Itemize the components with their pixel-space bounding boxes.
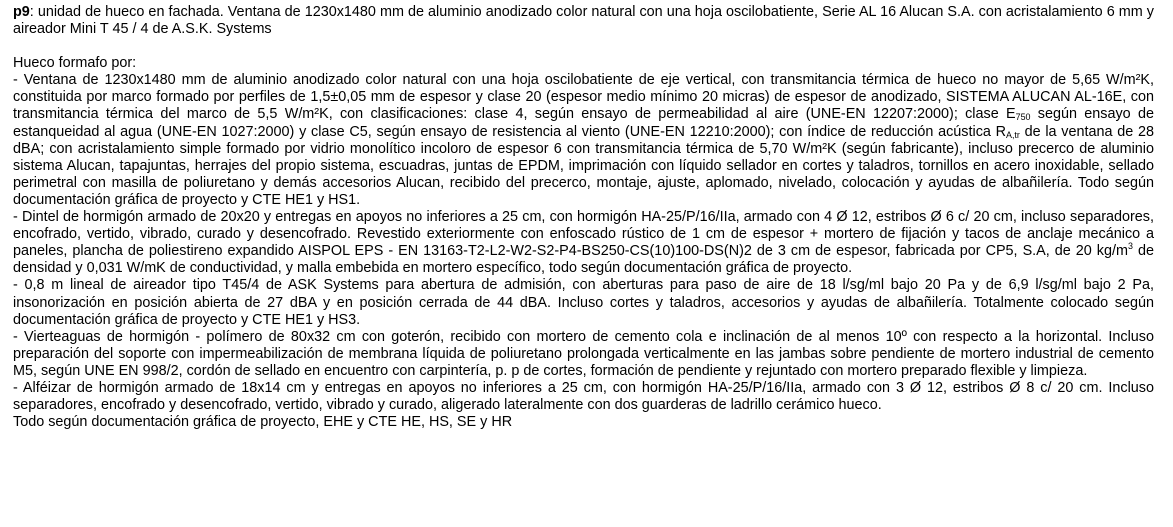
intro-paragraph: [13, 4, 1154, 38]
dintel-text-1: - Dintel de hormigón armado de 20x20 y entregas en apoyos no inferiores a 25 cm, con hormigón HA-25/P/16/IIa, armado con 4 Ø 12, estribos Ø 6 c/ 20 cm, incluso separadores, encofrado, vertido, vibrado, curado y desencofrado. Revestido exteriormente con enfoscado rústico de 1 cm de espesor + mortero de fijación y tacos de anclaje mecánico a paneles, plancha de poliestireno expandido AISPOL EPS - EN 13163-T2-L2-W2-S2-P4-BS250-CS(10)100-DS(N)2 de 3 cm de espesor, fabricada por CP5, S.A, de 20 kg/m: [13, 209, 1154, 260]
dintel-superscript: 3: [1128, 241, 1133, 252]
ventana-subscript-750: 750: [1015, 112, 1031, 123]
item-ventana: [13, 72, 1154, 209]
document-body: [13, 0, 1154, 431]
item-label: p9: [13, 4, 30, 20]
item-vierteaguas: - Vierteaguas de hormigón - polímero de 80x32 cm con goterón, recibido con mortero de cemento cola e inclinación de al menos 10º con respecto a la horizontal. Incluso preparación del soporte con impermeabilización de membrana líquida de poliuretano prolongada verticalmente en las jambas sobre pendiente de mortero industrial de cemento M5, según UNE EN 998/2, cordón de sellado en encuentro con carpintería, p. p de cortes, formación de pendiente y rejuntado con mortero preparado flexible y limpieza.: [13, 328, 1154, 379]
section-title: Hueco formafo por:: [13, 55, 137, 72]
ventana-text-1: - Ventana de 1230x1480 mm de aluminio anodizado color natural con una hoja oscilobatiente de eje vertical, con transmitancia térmica de hueco no mayor de 5,65 W/m²K, constituida por marco formado por perfiles de 1,5±0,05 mm de espesor y clase 20 (espesor medio mínimo 20 micras) de espesor de anodizado, SISTEMA ALUCAN AL-16E, con transmitancia térmica del marco de 5,5 W/m²K, con clasificaciones: clase 4, según ensayo de permeabilidad al aire (UNE-EN 12207:2000); clase E: [13, 72, 1154, 123]
item-alfeizar: - Alféizar de hormigón armado de 18x14 cm y entregas en apoyos no inferiores a 25 cm, con hormigón HA-25/P/16/IIa, armado con 3 Ø 12, estribos Ø 8 c/ 20 cm. Incluso separadores, encofrado y desencofrado, vertido, vibrado y curado, aligerado lateralmente con dos guarderas de ladrillo cerámico hueco.: [13, 379, 1154, 414]
ventana-subscript-atr: A,tr: [1006, 129, 1020, 140]
ventana-text-2: según ensayo de estanqueidad al agua (UNE-EN 1027:2000) y clase C5, según ensayo de resistencia al viento (UNE-EN 12210:2000); con índice de reducción acústica R: [13, 106, 1154, 140]
ventana-text-3: de la ventana de 28 dBA; con acristalamiento simple formado por vidrio monolítico incoloro de espesor 6 con transmitancia térmica de 5,70 W/m²K (según fabricante), incluso precerco de aluminio sistema Alucan, tapajuntas, herrajes del propio sistema, escuadras, juntas de EPDM, imprimación con líquido sellador en cortes y taladros, tornillos en acero inoxidable, sellado perimetral con masilla de poliuretano y demás accesorios Alucan, recibido del precerco, montaje, ajuste, aplomado, nivelado, colocación y ayudas de albañilería. Todo según documentación gráfica de proyecto y CTE HE1 y HS1.: [13, 123, 1154, 208]
dintel-text-2: de densidad y 0,031 W/mK de conductividad, y malla embebida en mortero específico, todo según documentación gráfica de proyecto.: [13, 243, 1154, 277]
intro-text: : unidad de hueco en fachada. Ventana de 1230x1480 mm de aluminio anodizado color natural con una hoja oscilobatiente, Serie AL 16 Alucan S.A. con acristalamiento 6 mm y aireador Mini T 45 / 4 de A.S.K. Systems: [13, 4, 1154, 38]
item-dintel: [13, 209, 1154, 277]
blank-line: [13, 38, 1154, 55]
item-aireador: - 0,8 m lineal de aireador tipo T45/4 de ASK Systems para abertura de admisión, con aberturas para paso de aire de 18 l/sg/ml bajo 20 Pa y de 6,9 l/sg/ml bajo 2 Pa, insonorización en posición abierta de 27 dBA y en posición cerrada de 44 dBA. Incluso cortes y taladros, accesorios y ayudas de albañilería. Totalmente colocado según documentación gráfica de proyecto y CTE HE1 y HS3.: [13, 277, 1154, 328]
closing-line: Todo según documentación gráfica de proyecto, EHE y CTE HE, HS, SE y HR: [13, 414, 513, 431]
